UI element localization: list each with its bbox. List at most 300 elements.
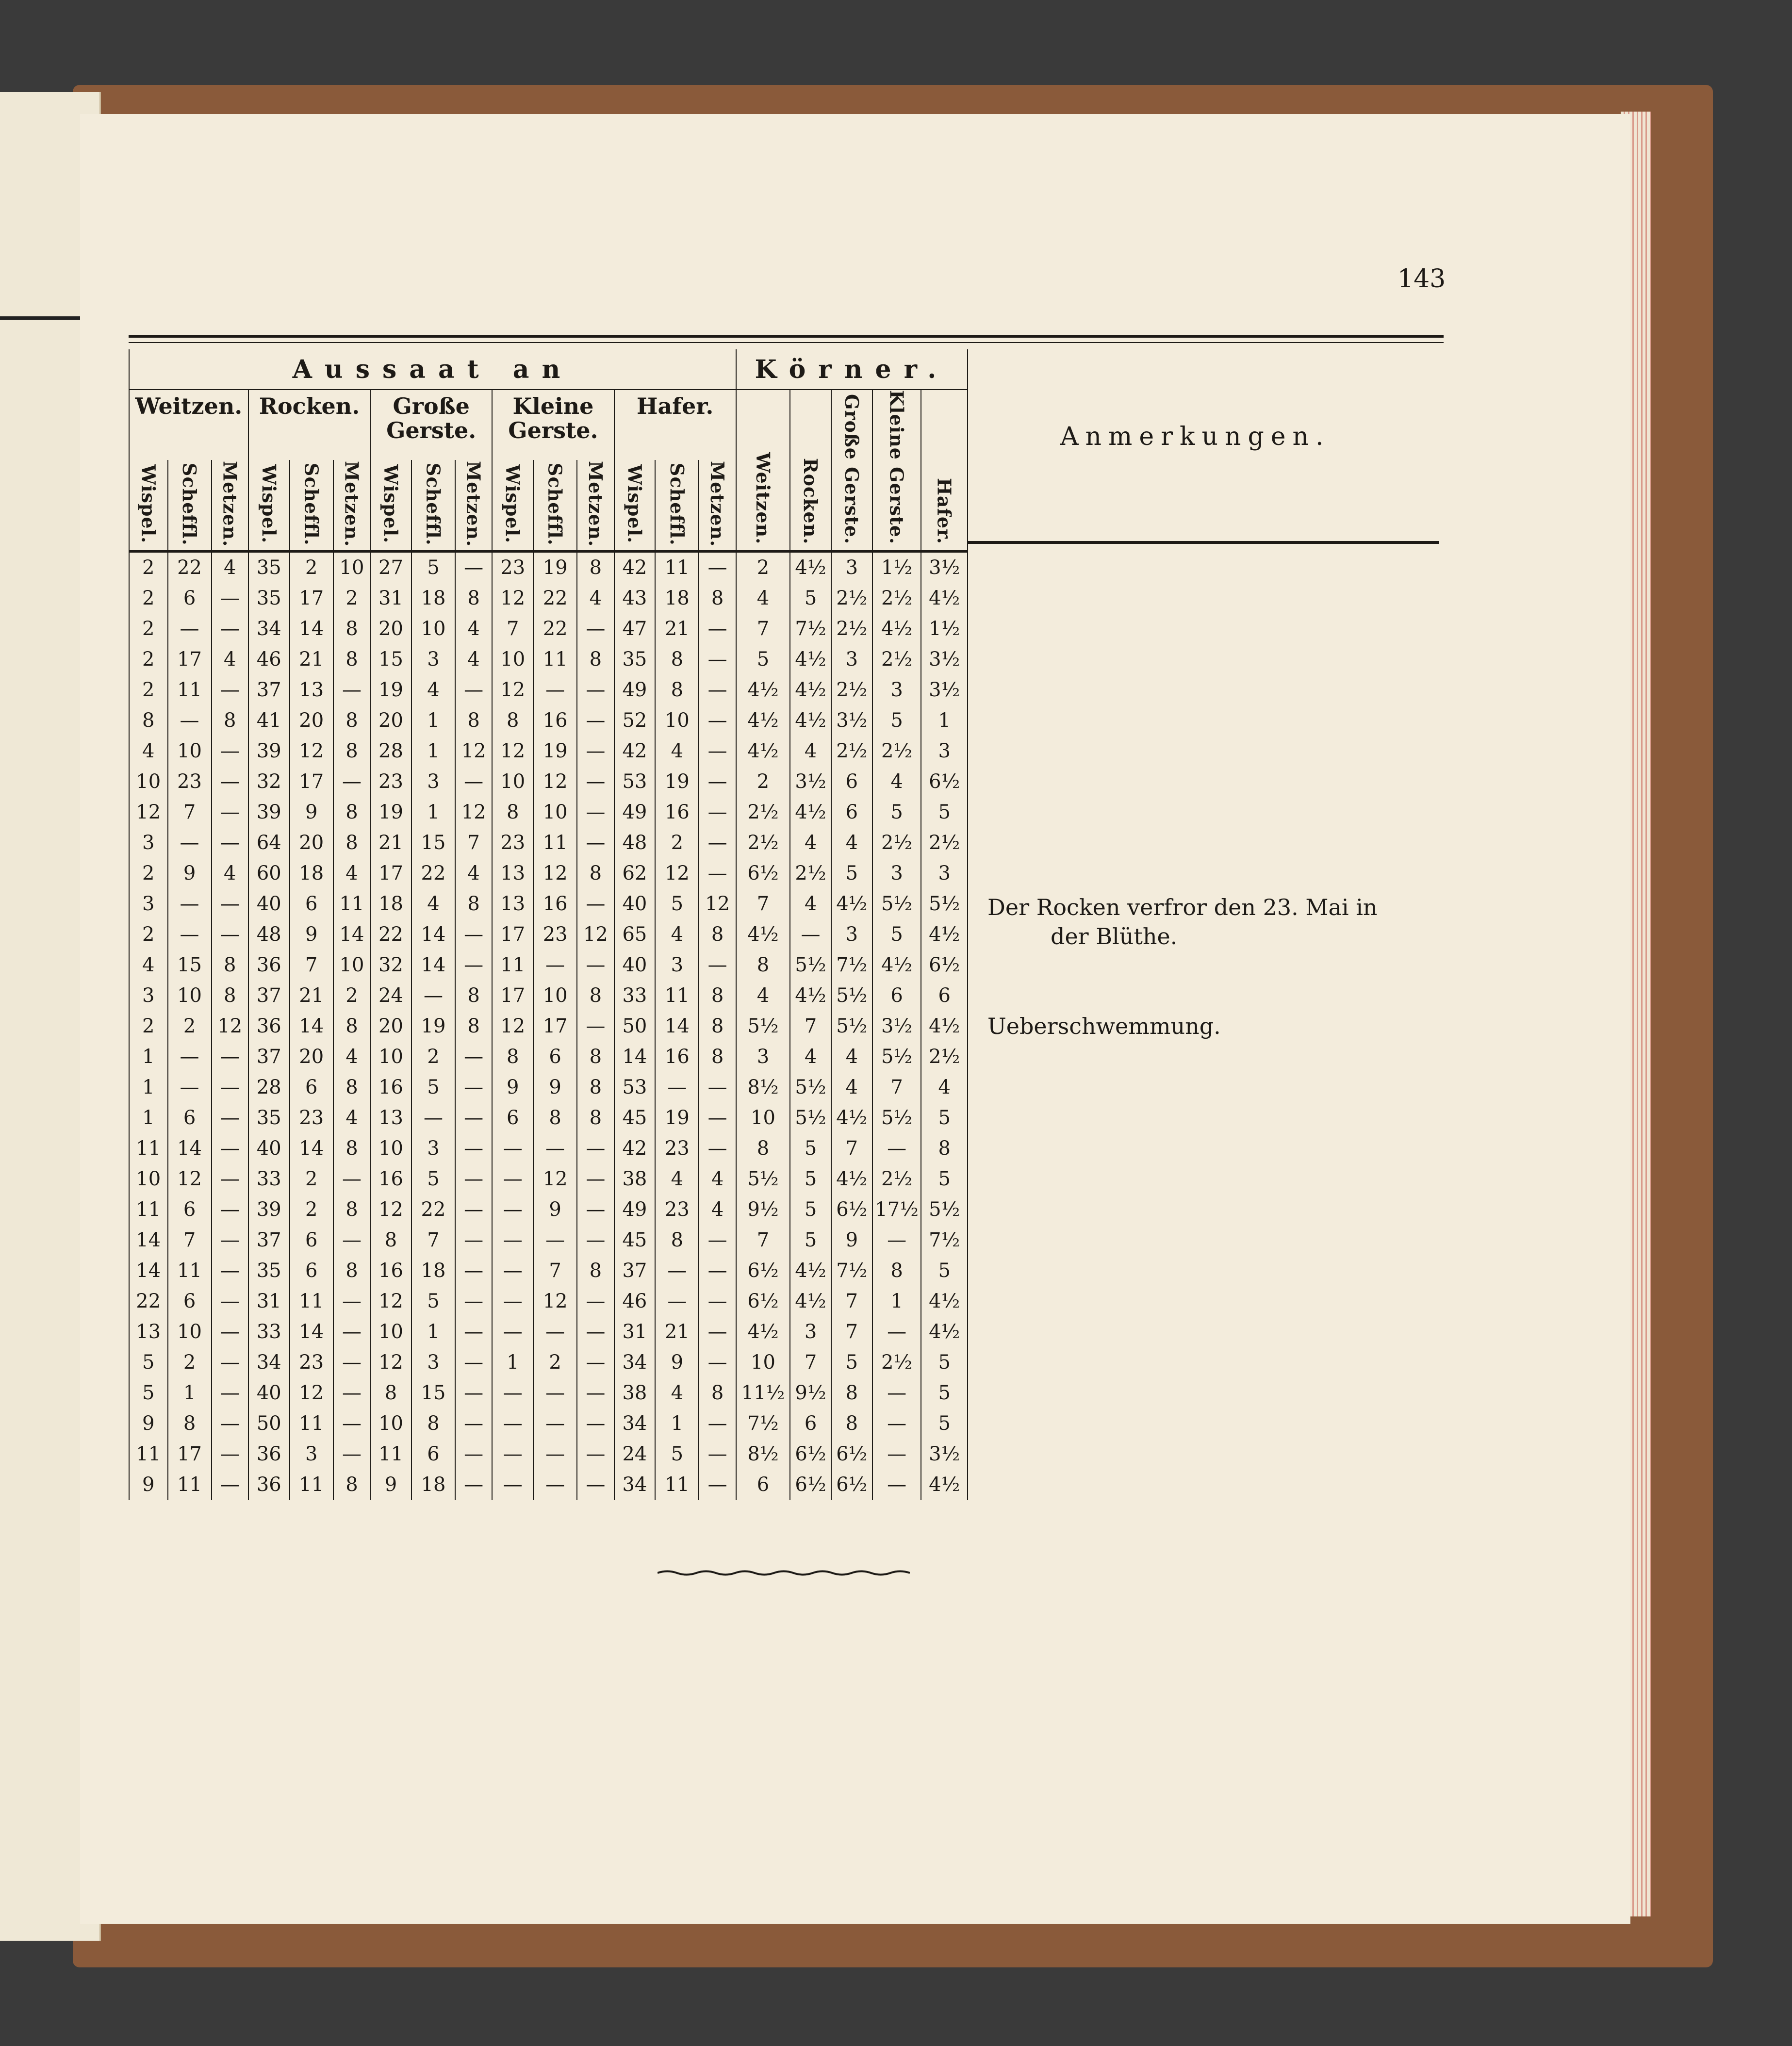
table-cell: 11 [168, 1256, 212, 1286]
table-cell: — [212, 1164, 248, 1195]
table-cell: 40 [248, 1378, 290, 1408]
harvest-table [129, 349, 968, 1500]
table-cell: 10 [533, 797, 577, 828]
table-cell: 24 [614, 1439, 656, 1470]
table-cell: 6 [168, 1286, 212, 1317]
table-cell: — [168, 614, 212, 644]
table-cell: 4½ [921, 1470, 968, 1500]
table-cell: — [577, 1225, 614, 1256]
table-cell: 12 [455, 797, 492, 828]
table-cell: — [212, 889, 248, 919]
table-cell: 10 [736, 1103, 790, 1133]
table-cell: 8 [699, 1042, 736, 1072]
table-cell: 4 [655, 919, 699, 950]
table-cell: 2 [129, 644, 168, 675]
table-cell: — [455, 1256, 492, 1286]
table-cell: 21 [290, 981, 333, 1011]
table-cell: 2½ [872, 644, 921, 675]
unit-scheffel: Scheffl. [533, 460, 577, 552]
table-cell: 8 [333, 1470, 370, 1500]
table-cell: 3 [655, 950, 699, 981]
table-cell: — [411, 1103, 455, 1133]
table-cell: 21 [370, 828, 411, 858]
table-cell: 27 [370, 552, 411, 584]
table-cell: 13 [370, 1103, 411, 1133]
table-row [129, 705, 968, 736]
table-cell: 12 [533, 1286, 577, 1317]
table-cell: — [577, 950, 614, 981]
table-cell: 2 [290, 552, 333, 584]
table-cell: 8 [577, 1256, 614, 1286]
table-cell: 5 [872, 919, 921, 950]
table-cell: 35 [248, 1103, 290, 1133]
table-cell: — [872, 1225, 921, 1256]
table-cell: 9 [129, 1408, 168, 1439]
table-cell: 17 [492, 919, 533, 950]
table-cell: 5 [411, 1286, 455, 1317]
table-cell: 5 [921, 1347, 968, 1378]
table-cell: 8 [333, 736, 370, 767]
table-cell: 42 [614, 736, 656, 767]
table-cell: 6 [872, 981, 921, 1011]
table-cell: 15 [411, 828, 455, 858]
table-cell: 4½ [790, 981, 831, 1011]
table-cell: 48 [248, 919, 290, 950]
table-cell: 10 [492, 644, 533, 675]
table-cell: — [333, 675, 370, 705]
table-cell: — [333, 1286, 370, 1317]
table-cell: 4½ [831, 1103, 872, 1133]
table-cell: 23 [492, 552, 533, 584]
table-cell: 2½ [872, 1164, 921, 1195]
koerner-header: Körner. [736, 349, 968, 390]
table-cell: — [533, 675, 577, 705]
table-cell: — [455, 1164, 492, 1195]
table-cell: 23 [290, 1347, 333, 1378]
table-cell: — [455, 919, 492, 950]
table-cell: 19 [655, 1103, 699, 1133]
table-cell: 10 [370, 1317, 411, 1347]
table-cell: 2½ [921, 1042, 968, 1072]
table-row [129, 1286, 968, 1317]
table-cell: 14 [129, 1256, 168, 1286]
table-row [129, 675, 968, 705]
table-cell: 3 [831, 644, 872, 675]
table-cell: 17 [290, 583, 333, 614]
table-cell: 21 [655, 1317, 699, 1347]
table-cell: 23 [533, 919, 577, 950]
unit-metzen: Metzen. [212, 460, 248, 552]
table-cell: 19 [533, 552, 577, 584]
table-cell: 4½ [736, 705, 790, 736]
table-cell: 3 [831, 919, 872, 950]
table-cell: 8 [212, 981, 248, 1011]
table-cell: 40 [614, 889, 656, 919]
table-cell: 22 [533, 583, 577, 614]
table-row [129, 552, 968, 584]
table-cell: 9 [370, 1470, 411, 1500]
table-row [129, 1072, 968, 1103]
table-cell: 12 [655, 858, 699, 889]
table-cell: 1 [921, 705, 968, 736]
table-cell: 3 [129, 889, 168, 919]
table-cell: 1½ [921, 614, 968, 644]
table-cell: 6 [290, 1072, 333, 1103]
table-row [129, 1133, 968, 1164]
table-cell: 5½ [790, 1072, 831, 1103]
table-cell: — [577, 1286, 614, 1317]
table-cell: 4 [411, 889, 455, 919]
table-cell: 18 [411, 1470, 455, 1500]
table-cell: — [455, 1286, 492, 1317]
table-cell: 8 [212, 705, 248, 736]
table-cell: 49 [614, 797, 656, 828]
table-cell: 9 [129, 1470, 168, 1500]
table-cell: 2½ [736, 797, 790, 828]
table-cell: 16 [370, 1072, 411, 1103]
table-cell: — [212, 1103, 248, 1133]
table-cell: 6 [790, 1408, 831, 1439]
table-cell: 12 [699, 889, 736, 919]
table-cell: 34 [614, 1470, 656, 1500]
table-cell: 5 [790, 1164, 831, 1195]
table-cell: 4 [872, 767, 921, 797]
table-cell: — [168, 1042, 212, 1072]
table-cell: 19 [411, 1011, 455, 1042]
table-cell: 2 [290, 1164, 333, 1195]
table-cell: 5 [921, 1256, 968, 1286]
table-cell: 31 [248, 1286, 290, 1317]
table-cell: 3 [411, 1133, 455, 1164]
table-cell: — [333, 1317, 370, 1347]
table-cell: — [699, 1133, 736, 1164]
table-cell: 35 [248, 583, 290, 614]
table-row [129, 767, 968, 797]
remark-flood: Ueberschwemmung. [987, 1013, 1221, 1039]
table-cell: 10 [168, 981, 212, 1011]
table-cell: 17 [168, 1439, 212, 1470]
table-cell: 18 [655, 583, 699, 614]
table-cell: 12 [168, 1164, 212, 1195]
table-cell: 22 [533, 614, 577, 644]
table-cell: 4 [831, 828, 872, 858]
table-cell: 3½ [831, 705, 872, 736]
table-row [129, 644, 968, 675]
table-cell: 10 [492, 767, 533, 797]
table-cell: 39 [248, 1195, 290, 1225]
table-cell: 19 [655, 767, 699, 797]
table-cell: 5½ [921, 889, 968, 919]
table-cell: — [455, 1470, 492, 1500]
table-cell: 8 [577, 1103, 614, 1133]
table-cell: 3½ [872, 1011, 921, 1042]
table-cell: 2 [129, 583, 168, 614]
table-cell: — [168, 705, 212, 736]
table-cell: 14 [655, 1011, 699, 1042]
table-cell: 31 [370, 583, 411, 614]
table-cell: 6 [736, 1470, 790, 1500]
table-cell: 18 [290, 858, 333, 889]
table-cell: 3½ [790, 767, 831, 797]
table-cell: 52 [614, 705, 656, 736]
table-body [129, 552, 968, 1501]
table-cell: 8 [699, 1378, 736, 1408]
table-cell: 8 [455, 981, 492, 1011]
table-cell: — [872, 1439, 921, 1470]
table-cell: — [492, 1195, 533, 1225]
table-cell: 1 [129, 1103, 168, 1133]
table-cell: 3 [921, 858, 968, 889]
table-cell: 23 [168, 767, 212, 797]
table-cell: 6 [290, 1256, 333, 1286]
table-cell: 8½ [736, 1072, 790, 1103]
table-cell: 4½ [790, 1286, 831, 1317]
table-cell: 14 [411, 950, 455, 981]
koerner-col-rocken: Rocken. [790, 390, 831, 552]
table-row [129, 950, 968, 981]
table-cell: 6 [168, 583, 212, 614]
table-cell: 2 [736, 767, 790, 797]
table-cell: — [212, 1408, 248, 1439]
table-cell: 11 [168, 675, 212, 705]
table-row [129, 736, 968, 767]
table-cell: 11 [290, 1470, 333, 1500]
table-cell: 5 [872, 797, 921, 828]
table-cell: 4½ [736, 736, 790, 767]
table-cell: 14 [290, 1133, 333, 1164]
table-cell: 7½ [921, 1225, 968, 1256]
unit-metzen: Metzen. [333, 460, 370, 552]
table-cell: 37 [248, 1042, 290, 1072]
table-cell: 60 [248, 858, 290, 889]
unit-metzen: Metzen. [577, 460, 614, 552]
table-cell: 4 [699, 1164, 736, 1195]
table-cell: 5 [129, 1347, 168, 1378]
group-hafer: Hafer. [614, 390, 736, 460]
table-cell: 4½ [790, 675, 831, 705]
table-cell: — [577, 767, 614, 797]
table-cell: 2 [168, 1011, 212, 1042]
table-cell: 2½ [831, 614, 872, 644]
table-cell: 4 [736, 583, 790, 614]
table-row [129, 828, 968, 858]
table-cell: 12 [533, 858, 577, 889]
table-cell: 5 [655, 889, 699, 919]
table-cell: 17 [533, 1011, 577, 1042]
table-cell: 2½ [736, 828, 790, 858]
table-cell: 8 [492, 797, 533, 828]
table-cell: 8 [577, 858, 614, 889]
table-cell: 9 [533, 1195, 577, 1225]
unit-wispel: Wispel. [492, 460, 533, 552]
table-cell: — [699, 1286, 736, 1317]
table-row [129, 1256, 968, 1286]
table-cell: 4½ [790, 644, 831, 675]
table-cell: 2 [129, 675, 168, 705]
table-cell: 6 [168, 1195, 212, 1225]
table-cell: 23 [492, 828, 533, 858]
table-cell: 5 [655, 1439, 699, 1470]
table-cell: 6 [533, 1042, 577, 1072]
table-cell: 8 [333, 1256, 370, 1286]
table-cell: — [333, 1378, 370, 1408]
table-cell: 12 [533, 767, 577, 797]
table-cell: 6 [168, 1103, 212, 1133]
table-cell: — [790, 919, 831, 950]
table-cell: 2 [333, 583, 370, 614]
table-cell: — [455, 1042, 492, 1072]
table-cell: 7 [455, 828, 492, 858]
table-cell: — [455, 1347, 492, 1378]
table-cell: — [577, 1164, 614, 1195]
table-cell: 3 [872, 858, 921, 889]
table-cell: — [333, 1439, 370, 1470]
table-cell: 39 [248, 736, 290, 767]
remark-frost-line1: Der Rocken verfror den 23. Mai in [987, 894, 1378, 920]
koerner-col-hafer: Hafer. [921, 390, 968, 552]
table-cell: — [455, 1072, 492, 1103]
table-cell: 3 [831, 552, 872, 584]
table-cell: — [212, 1256, 248, 1286]
table-cell: — [492, 1408, 533, 1439]
table-cell: — [492, 1286, 533, 1317]
table-cell: — [699, 1256, 736, 1286]
remarks-header-rule [968, 541, 1439, 544]
table-cell: — [212, 797, 248, 828]
table-cell: — [699, 1439, 736, 1470]
table-cell: — [577, 1470, 614, 1500]
table-cell: 11 [333, 889, 370, 919]
table-cell: 38 [614, 1164, 656, 1195]
table-cell: 16 [655, 1042, 699, 1072]
table-cell: 20 [370, 1011, 411, 1042]
table-cell: 62 [614, 858, 656, 889]
table-cell: 50 [248, 1408, 290, 1439]
table-cell: 8 [577, 552, 614, 584]
table-cell: — [699, 644, 736, 675]
table-cell: 12 [290, 736, 333, 767]
group-kleine-gerste: Kleine Gerste. [492, 390, 614, 460]
table-cell: 18 [411, 1256, 455, 1286]
table-cell: 14 [411, 919, 455, 950]
table-cell: 2 [290, 1195, 333, 1225]
table-cell: 33 [614, 981, 656, 1011]
table-cell: 4½ [831, 1164, 872, 1195]
table-cell: — [699, 1408, 736, 1439]
table-cell: 17 [492, 981, 533, 1011]
table-row [129, 1347, 968, 1378]
table-cell: — [872, 1317, 921, 1347]
table-cell: 36 [248, 1011, 290, 1042]
table-cell: 48 [614, 828, 656, 858]
table-cell: — [333, 1408, 370, 1439]
unit-scheffel: Scheffl. [168, 460, 212, 552]
table-cell: — [655, 1256, 699, 1286]
table-cell: 8 [333, 1195, 370, 1225]
table-cell: — [699, 552, 736, 584]
table-cell: — [699, 1225, 736, 1256]
table-cell: 8 [699, 583, 736, 614]
table-cell: 8 [577, 1042, 614, 1072]
table-cell: 4½ [831, 889, 872, 919]
table-cell: 10 [370, 1042, 411, 1072]
table-cell: 4 [655, 1164, 699, 1195]
table-cell: 10 [411, 614, 455, 644]
table-cell: 2½ [831, 583, 872, 614]
table-cell: 1 [872, 1286, 921, 1317]
remark-frost-line2: der Blüthe. [1051, 923, 1178, 949]
table-cell: 2 [655, 828, 699, 858]
table-cell: 11 [168, 1470, 212, 1500]
table-cell: — [699, 1347, 736, 1378]
table-cell: 43 [614, 583, 656, 614]
table-cell: 2½ [790, 858, 831, 889]
table-cell: 4 [790, 1042, 831, 1072]
table-cell: — [655, 1286, 699, 1317]
table-cell: — [872, 1408, 921, 1439]
table-cell: 16 [655, 797, 699, 828]
table-cell: 39 [248, 797, 290, 828]
table-cell: 15 [370, 644, 411, 675]
table-cell: — [212, 1225, 248, 1256]
table-cell: 6½ [736, 1286, 790, 1317]
table-cell: 46 [614, 1286, 656, 1317]
table-cell: 17 [370, 858, 411, 889]
table-cell: 7 [790, 1011, 831, 1042]
table-cell: 12 [290, 1378, 333, 1408]
table-cell: 6½ [736, 858, 790, 889]
table-cell: — [455, 767, 492, 797]
table-cell: 22 [168, 552, 212, 584]
table-cell: 7½ [831, 1256, 872, 1286]
prev-page-rule [0, 316, 87, 320]
table-cell: 34 [614, 1347, 656, 1378]
table-cell: — [577, 705, 614, 736]
table-cell: 4½ [921, 919, 968, 950]
table-cell: 4 [212, 552, 248, 584]
table-cell: 2 [129, 552, 168, 584]
table-cell: 4½ [790, 552, 831, 584]
table-cell: 12 [370, 1286, 411, 1317]
table-cell: 3 [736, 1042, 790, 1072]
table-cell: 12 [492, 1011, 533, 1042]
page-number: 143 [1397, 264, 1446, 294]
table-cell: 14 [614, 1042, 656, 1072]
table-cell: 9 [290, 919, 333, 950]
table-cell: 6½ [921, 767, 968, 797]
table-cell: — [699, 614, 736, 644]
table-row [129, 1195, 968, 1225]
table-cell: — [212, 828, 248, 858]
table-cell: 1 [411, 797, 455, 828]
table-cell: 11 [370, 1439, 411, 1470]
table-cell: 6½ [921, 950, 968, 981]
table-cell: 19 [533, 736, 577, 767]
table-cell: 10 [333, 950, 370, 981]
table-cell: 2 [168, 1347, 212, 1378]
table-cell: 4 [455, 614, 492, 644]
table-cell: 8 [577, 981, 614, 1011]
table-cell: 8 [333, 705, 370, 736]
table-cell: 10 [370, 1408, 411, 1439]
unit-scheffel: Scheffl. [411, 460, 455, 552]
table-cell: 1 [655, 1408, 699, 1439]
table-cell: — [212, 1378, 248, 1408]
table-row [129, 1470, 968, 1500]
table-cell: 5 [411, 1164, 455, 1195]
table-cell: — [492, 1378, 533, 1408]
table-cell: 8 [872, 1256, 921, 1286]
